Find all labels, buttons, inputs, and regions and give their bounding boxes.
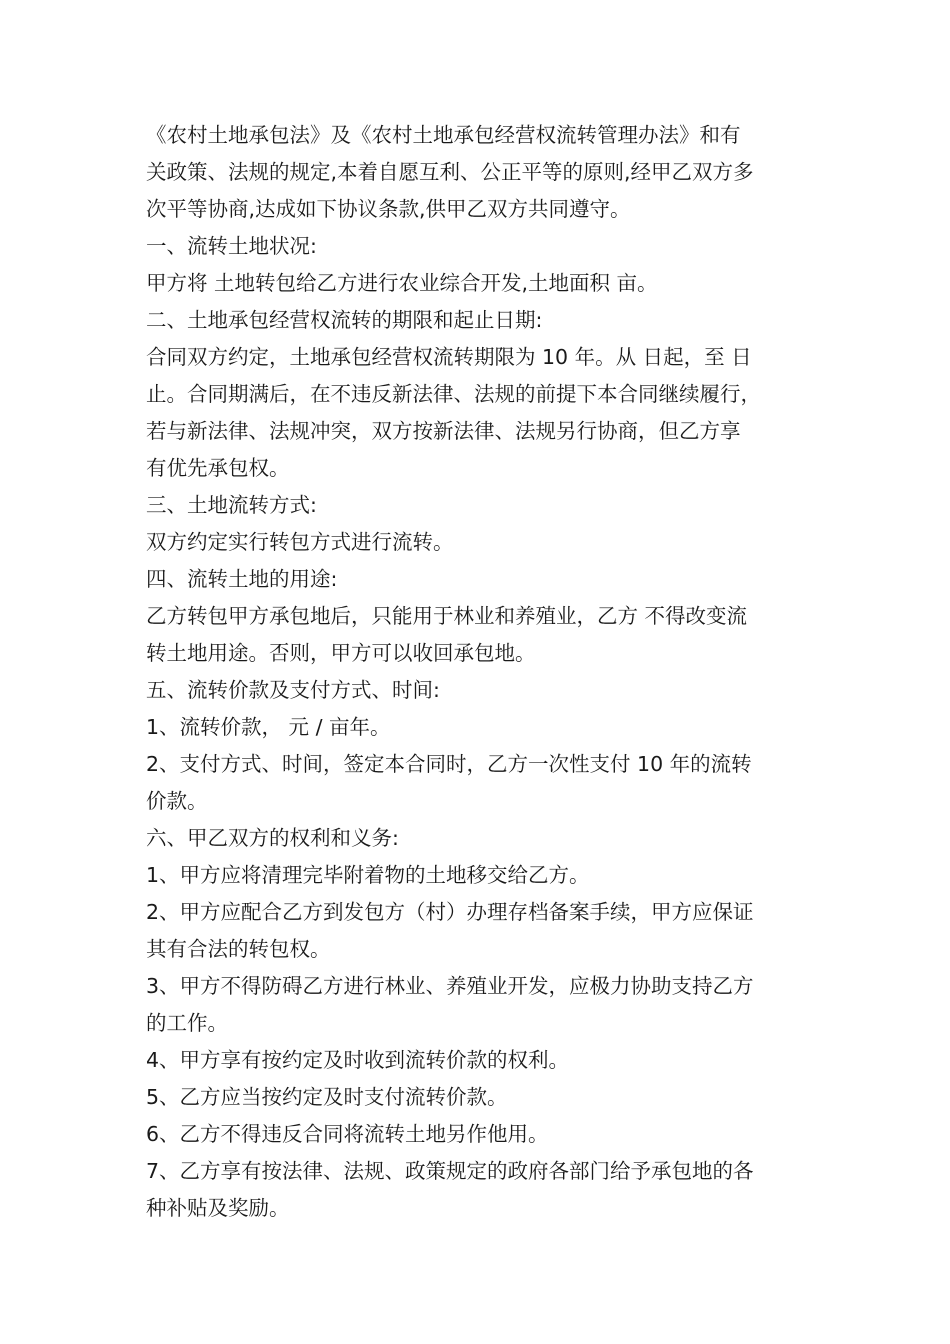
section-heading-6: 六、甲乙双方的权利和义务:: [146, 826, 399, 850]
list-item: 3、甲方不得防碍乙方进行林业、养殖业开发，应极力协助支持乙方: [146, 974, 754, 998]
text-line: 种补贴及奖励。: [146, 1196, 290, 1220]
text-line: 有优先承包权。: [146, 456, 290, 480]
section-heading-1: 一、流转土地状况:: [146, 234, 317, 258]
section-heading-5: 五、流转价款及支付方式、时间:: [146, 678, 440, 702]
section-heading-2: 二、土地承包经营权流转的期限和起止日期:: [146, 308, 543, 332]
list-item: 1、甲方应将清理完毕附着物的土地移交给乙方。: [146, 863, 590, 887]
text-line: 价款。: [146, 789, 208, 813]
section-heading-4: 四、流转土地的用途:: [146, 567, 338, 591]
text-line: 甲方将 土地转包给乙方进行农业综合开发,土地面积 亩。: [146, 271, 658, 295]
text-line: 若与新法律、法规冲突，双方按新法律、法规另行协商，但乙方享: [146, 419, 741, 443]
text-line: 次平等协商,达成如下协议条款,供甲乙双方共同遵守。: [146, 197, 631, 221]
list-item: 1、流转价款， 元 / 亩年。: [146, 715, 391, 739]
list-item: 4、甲方享有按约定及时收到流转价款的权利。: [146, 1048, 570, 1072]
text-line: 《农村土地承包法》及《农村土地承包经营权流转管理办法》和有: [146, 123, 741, 147]
text-line: 的工作。: [146, 1011, 228, 1035]
text-line: 双方约定实行转包方式进行流转。: [146, 530, 454, 554]
text-line: 乙方转包甲方承包地后，只能用于林业和养殖业，乙方 不得改变流: [146, 604, 748, 628]
list-item: 2、甲方应配合乙方到发包方（村）办理存档备案手续，甲方应保证: [146, 900, 754, 924]
document-body: [146, 117, 810, 1227]
text-line: 其有合法的转包权。: [146, 937, 331, 961]
text-line: 转土地用途。否则，甲方可以收回承包地。: [146, 641, 536, 665]
section-heading-3: 三、土地流转方式:: [146, 493, 317, 517]
list-item: 5、乙方应当按约定及时支付流转价款。: [146, 1085, 508, 1109]
text-line: 关政策、法规的规定,本着自愿互利、公正平等的原则,经甲乙双方多: [146, 160, 754, 184]
text-line: 合同双方约定，土地承包经营权流转期限为 10 年。从 日起，至 日: [146, 345, 752, 369]
list-item: 6、乙方不得违反合同将流转土地另作他用。: [146, 1122, 549, 1146]
list-item: 7、乙方享有按法律、法规、政策规定的政府各部门给予承包地的各: [146, 1159, 754, 1183]
text-line: 止。合同期满后，在不违反新法律、法规的前提下本合同继续履行，: [146, 382, 761, 406]
list-item: 2、支付方式、时间，签定本合同时，乙方一次性支付 10 年的流转: [146, 752, 752, 776]
